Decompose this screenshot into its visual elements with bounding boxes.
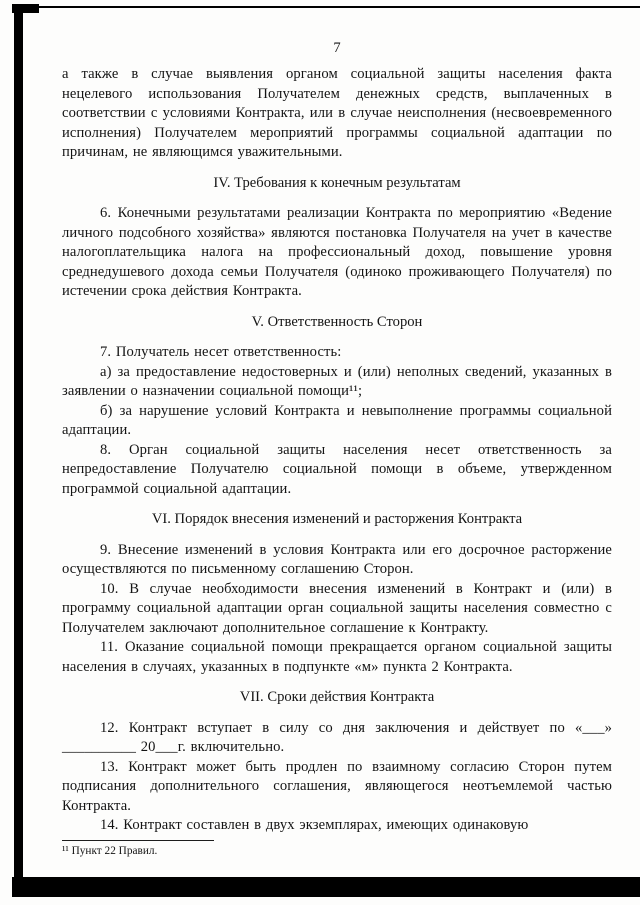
clause-9: 9. Внесение изменений в условия Контракта или его досрочное расторжение осуществляются по письменному соглашению Сторон. [62, 541, 612, 577]
clause-7b: б) за нарушение условий Контракта и невыполнение программы социальной адаптации. [62, 402, 612, 438]
section-heading-vii: VII. Сроки действия Контракта [239, 689, 435, 705]
clause-7: 7. Получатель несет ответственность: [100, 344, 342, 360]
footnote-area [62, 840, 612, 858]
scan-edge-bottom [12, 877, 640, 897]
clause-8: 8. Орган социальной защиты населения несет ответственность за непредоставление Получателю социальной помощи в объеме, утвержденном программой социальной адаптации. [62, 441, 612, 497]
section-heading-vi: VI. Порядок внесения изменений и расторжения Контракта [151, 511, 523, 527]
section-heading-iv: IV. Требования к конечным результатам [213, 174, 461, 191]
clause-10: 10. В случае необходимости внесения изменений в Контракт и (или) в программу социальной адаптации орган социальной защиты населения совместно с Получателем заключают дополнительное соглашение к Контракту. [62, 580, 612, 636]
clause-6: 6. Конечными результатами реализации Контракта по мероприятию «Ведение личного подсобного хозяйства» являются постановка Получателя на учет в качестве налогоплательщика налога на профессиональный доход, повышение уровня среднедушевого дохода семьи Получателя (одиноко проживающего Получателя) по истечении срока действия Контракта. [62, 205, 612, 299]
clause-7a: а) за предоставление недостоверных и (или) неполных сведений, указанных в заявлении о назначении социальной помощи¹¹; [62, 363, 612, 399]
paragraph-continuation: а также в случае выявления органом социальной защиты населения факта нецелевого использования Получателем денежных средств, выплаченных в соответствии с условиями Контракта, или в случае неисполнения (несвоевременного исполнения) Получателем мероприятий программы социальной адаптации по причинам, не являющимся уважительными. [62, 66, 612, 160]
clause-11: 11. Оказание социальной помощи прекращается органом социальной защиты населения в случаях, указанных в подпункте «м» пункта 2 Контракта. [62, 639, 612, 675]
document-body [62, 40, 612, 836]
scan-edge-left [14, 6, 23, 890]
clause-14: 14. Контракт составлен в двух экземплярах, имеющих одинаковую [100, 817, 529, 833]
clause-13: 13. Контракт может быть продлен по взаимному согласию Сторон путем подписания дополнительного соглашения, являющегося неотъемлемой частью Контракта. [62, 758, 612, 814]
page-number: 7 [333, 40, 341, 56]
clause-12: 12. Контракт вступает в силу со дня заключения и действует по «___» __________ 20___г. включительно. [62, 719, 612, 755]
section-heading-v: V. Ответственность Сторон [251, 313, 423, 330]
scan-edge-top [13, 6, 640, 8]
footnote-separator [62, 840, 214, 841]
footnote-text: ¹¹ Пункт 22 Правил. [62, 845, 158, 857]
